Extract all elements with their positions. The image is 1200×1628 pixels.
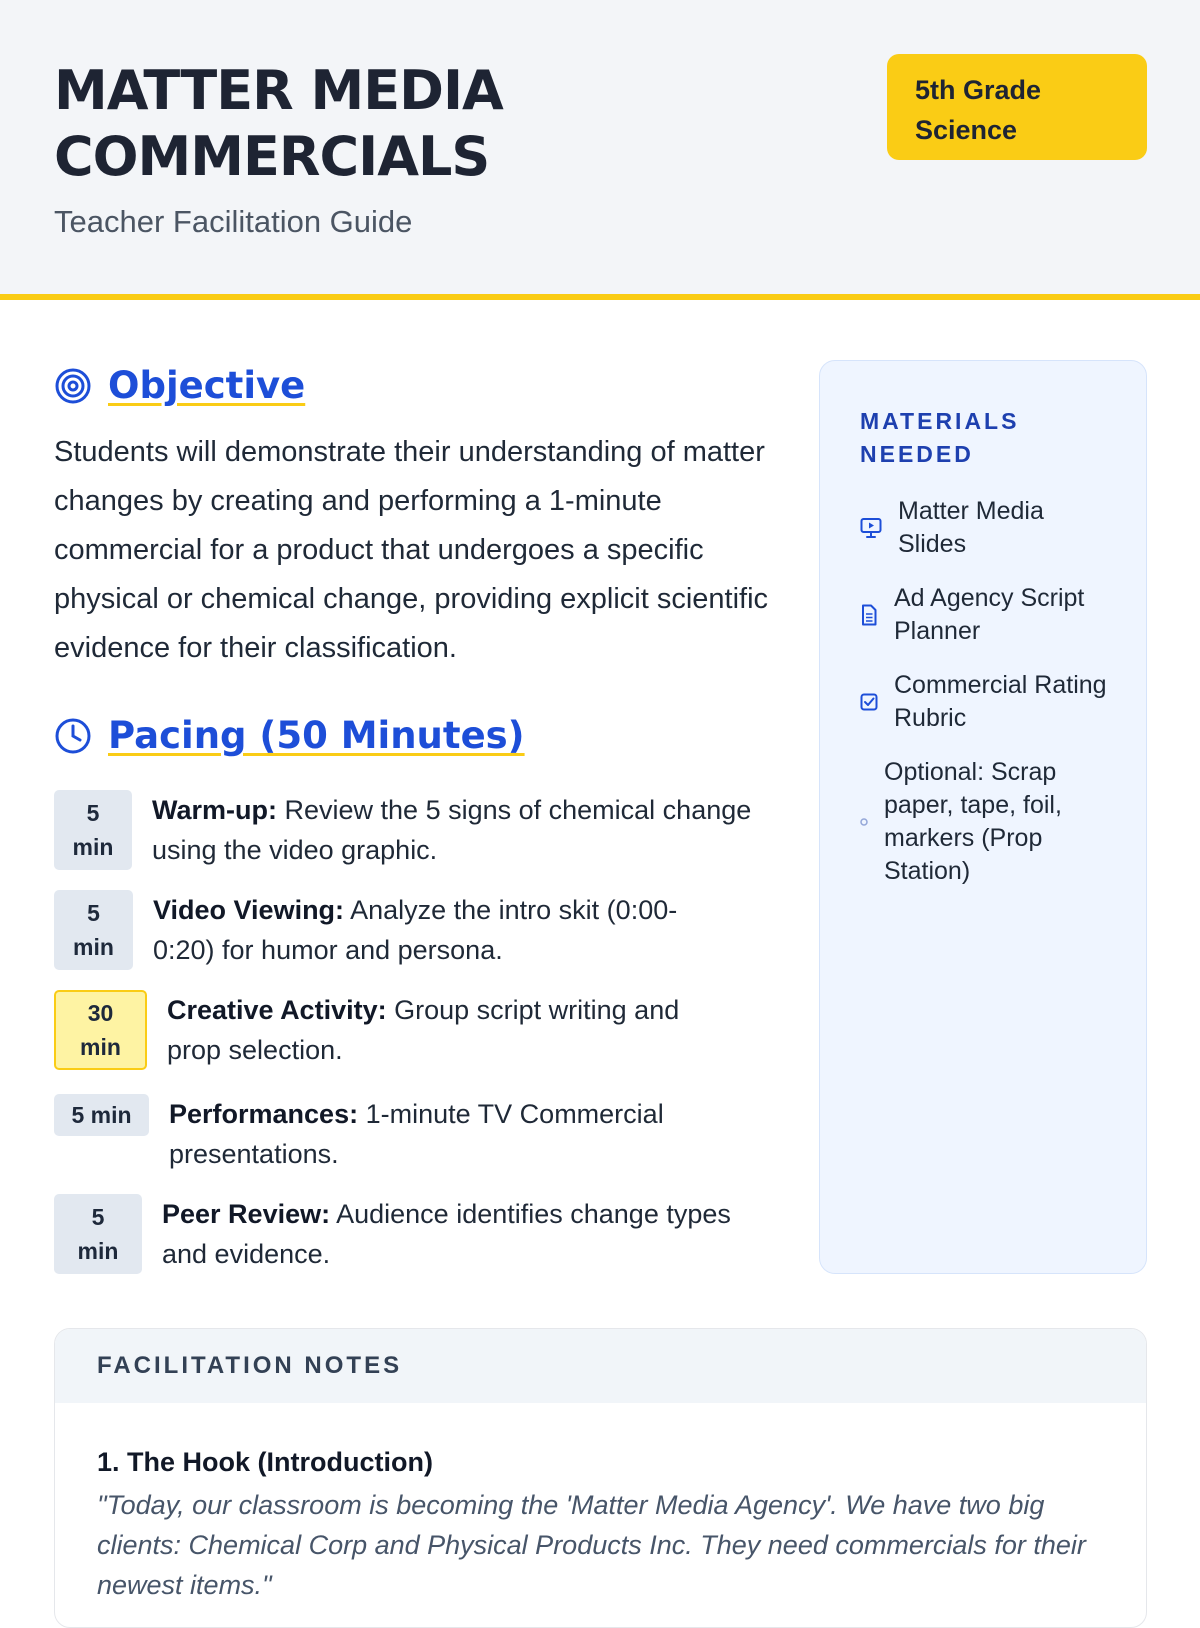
clock-icon: [54, 717, 92, 755]
material-item: [860, 756, 1084, 888]
facilitation-notes: [54, 1328, 1147, 1628]
time-unit: min: [77, 1238, 119, 1264]
objective-title: Objective: [108, 364, 306, 407]
target-icon: [54, 367, 92, 405]
pacing-label: Creative Activity:: [167, 995, 387, 1025]
grade-badge: [887, 54, 1147, 160]
objective-heading: [54, 364, 305, 407]
pacing-text: Audience identifies change types and evidence.: [162, 1199, 731, 1269]
material-item: [860, 495, 1078, 561]
pacing-label: Peer Review:: [162, 1199, 331, 1229]
pacing-item: [54, 990, 727, 1070]
title-line-1: MATTER MEDIA: [54, 59, 503, 122]
time-chip: [54, 790, 132, 870]
pacing-description: [153, 890, 733, 970]
material-label: Commercial Rating Rubric: [894, 671, 1107, 732]
time-chip: [54, 1194, 142, 1274]
pacing-item: [54, 1194, 772, 1274]
pacing-label: Performances:: [169, 1099, 359, 1129]
title-line-2: COMMERCIALS: [54, 125, 490, 188]
dot-icon: [860, 818, 868, 826]
pacing-text: Group script writing and prop selection.: [167, 995, 680, 1065]
time-value: 5: [86, 800, 100, 826]
presentation-icon: [860, 517, 882, 539]
material-label: Ad Agency Script Planner: [894, 584, 1085, 645]
pacing-label: Video Viewing:: [153, 895, 345, 925]
pacing-heading: [54, 714, 525, 757]
material-label: Matter Media Slides: [898, 497, 1044, 558]
material-item: [860, 669, 1114, 735]
note-heading: 1. The Hook (Introduction): [97, 1447, 433, 1477]
material-item: [860, 582, 1104, 648]
pacing-item: [54, 1094, 729, 1174]
notes-title: FACILITATION NOTES: [55, 1329, 1146, 1403]
materials-title: MATERIALS NEEDED: [860, 408, 1020, 467]
document-icon: [860, 604, 878, 626]
pacing-title: Pacing (50 Minutes): [108, 714, 525, 757]
page-subtitle: Teacher Facilitation Guide: [54, 204, 413, 239]
page-header: [0, 0, 1200, 300]
note-quote: "Today, our classroom is becoming the 'Matter Media Agency'. We have two big clients: Chemical Corp and Physical Products Inc. They need commercials for their newest items.": [97, 1490, 1086, 1600]
materials-panel: [819, 360, 1147, 1274]
pacing-text: 1-minute TV Commercial presentations.: [169, 1099, 664, 1169]
time-unit: min: [72, 834, 114, 860]
time-value: 5: [91, 1204, 105, 1230]
time-chip: [54, 890, 133, 970]
time-chip-highlighted: [54, 990, 147, 1070]
pacing-text: Review the 5 signs of chemical change using the video graphic.: [152, 795, 752, 865]
pacing-text: Analyze the intro skit (0:00-0:20) for humor and persona.: [153, 895, 678, 965]
material-label: Optional: Scrap paper, tape, foil, markers (Prop Station): [884, 758, 1062, 885]
checkbox-icon: [860, 693, 878, 711]
pacing-item: [54, 890, 733, 970]
badge-line-2: Science: [915, 115, 1018, 145]
pacing-label: Warm-up:: [152, 795, 277, 825]
time-chip: [54, 1094, 149, 1136]
pacing-item: [54, 790, 762, 870]
time-unit: min: [73, 934, 114, 960]
pacing-description: [152, 790, 762, 870]
time-unit: min: [80, 1034, 121, 1060]
time-value: 30: [87, 1000, 114, 1026]
badge-line-1: 5th Grade: [915, 75, 1042, 105]
pacing-description: [162, 1194, 772, 1274]
pacing-description: [167, 990, 727, 1070]
pacing-description: [169, 1094, 729, 1174]
time-value: 5: [87, 900, 100, 926]
page-title: [54, 58, 503, 190]
objective-text: Students will demonstrate their understanding of matter changes by creating and performing a 1-minute commercial for a product that undergoes a specific physical or chemical change, providing explicit scientific evidence for their classification.: [54, 436, 769, 664]
time-value: 5 min: [71, 1102, 132, 1128]
